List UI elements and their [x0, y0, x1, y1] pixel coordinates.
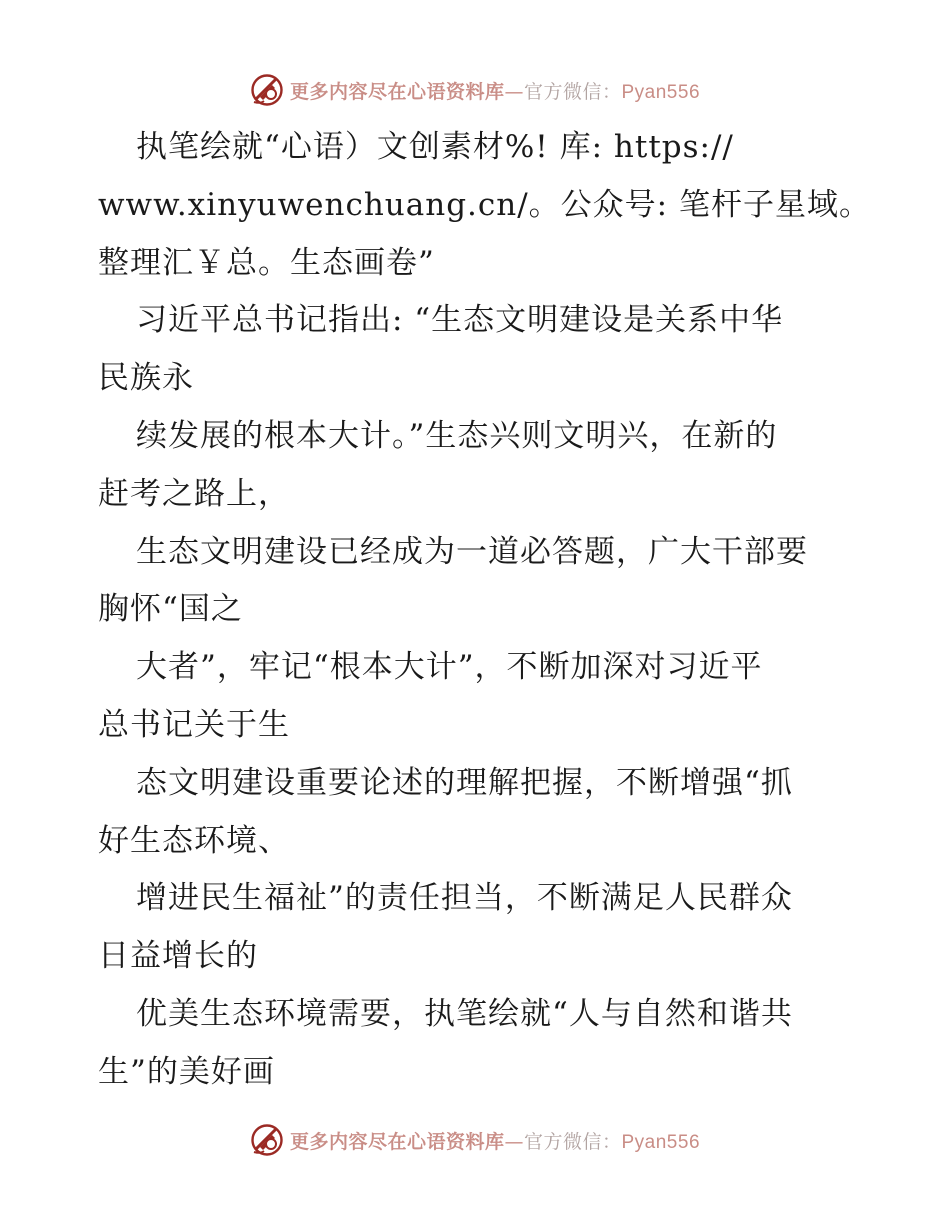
- footer-banner-id: Pyan556: [621, 1131, 701, 1153]
- header-banner-wechat: 官方微信：: [523, 80, 622, 103]
- footer-banner-dash: —: [504, 1130, 524, 1153]
- header-banner-id: Pyan556: [621, 81, 701, 103]
- body-line: 生”的美好画: [98, 1053, 275, 1090]
- pen-logo-icon: [250, 1123, 284, 1157]
- footer-banner-wechat: 官方微信：: [523, 1130, 622, 1153]
- header-banner-text: [290, 77, 700, 104]
- body-line: 生态文明建设已经成为一道必答题，广大干部要: [136, 533, 808, 570]
- body-line: www.xinyuwenchuang.cn/。公众号: 笔杆子星域。: [98, 186, 871, 223]
- body-line: 民族永: [98, 360, 194, 397]
- body-line: 整理汇￥总。生态画卷”: [98, 244, 435, 281]
- body-line: 日益增长的: [98, 938, 258, 975]
- header-banner-dash: —: [504, 80, 524, 103]
- header-banner-main: 更多内容尽在心语资料库: [289, 80, 505, 103]
- footer-banner: [0, 1120, 950, 1160]
- pen-logo-icon: [250, 73, 284, 107]
- body-line: 胸怀“国之: [98, 591, 243, 628]
- document-body: [98, 119, 871, 1102]
- body-line: 增进民生福祉”的责任担当，不断满足人民群众: [136, 880, 793, 917]
- body-line: 总书记关于生: [98, 706, 290, 743]
- body-line: 优美生态环境需要，执笔绘就“人与自然和谐共: [136, 995, 793, 1032]
- body-line: 习近平总书记指出: “生态文明建设是关系中华: [136, 302, 784, 339]
- footer-banner-main: 更多内容尽在心语资料库: [289, 1130, 505, 1153]
- header-banner: [0, 70, 950, 110]
- body-line: 执笔绘就“心语）文创素材%! 库: https://: [136, 129, 734, 165]
- body-line: 态文明建设重要论述的理解把握，不断增强“抓: [136, 764, 793, 801]
- body-line: 大者”，牢记“根本大计”，不断加深对习近平: [136, 649, 763, 686]
- body-line: 赶考之路上，: [98, 475, 290, 512]
- body-line: 好生态环境、: [98, 822, 290, 859]
- footer-banner-text: [290, 1127, 700, 1154]
- body-line: 续发展的根本大计。”生态兴则文明兴，在新的: [136, 417, 778, 454]
